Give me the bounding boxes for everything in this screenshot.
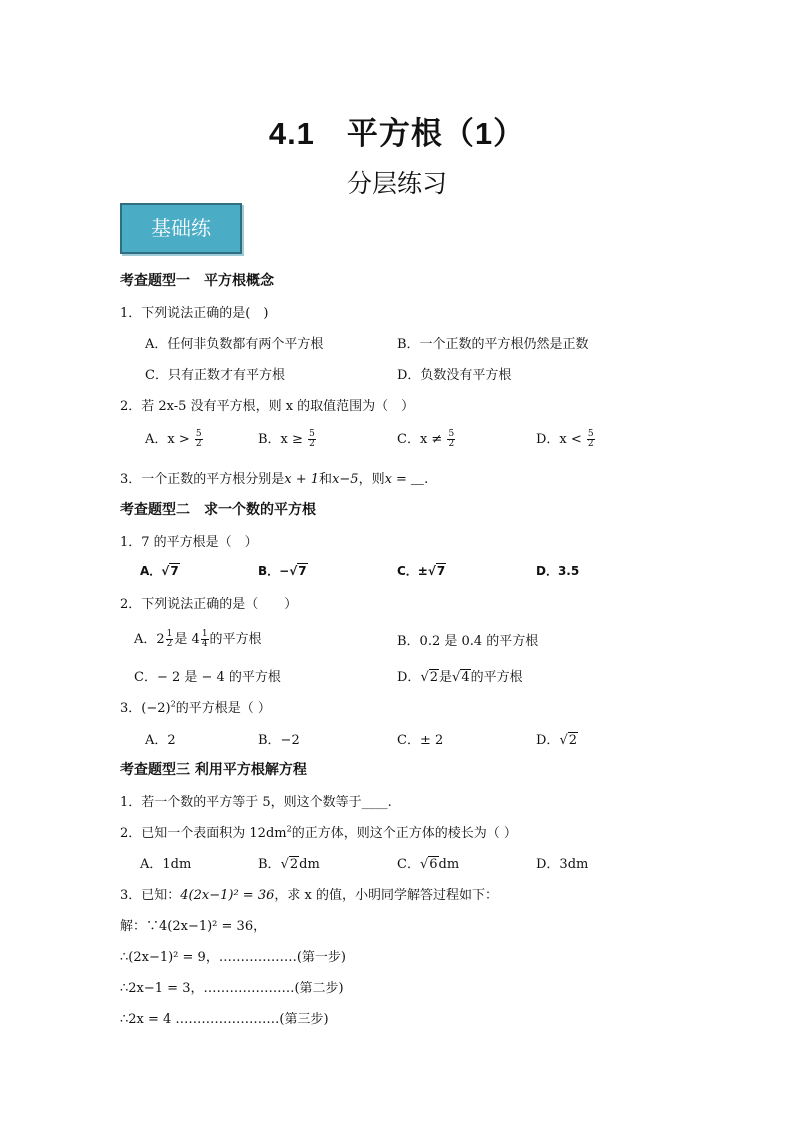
question-2-2-stem: 2．下列说法正确的是（ ） [120, 597, 298, 612]
question-1-1-option-d: D．负数没有平方根 [397, 368, 512, 383]
question-2-2-option-b: B．0.2 是 0.4 的平方根 [397, 634, 539, 649]
question-3-2-option-a: A．1dm [140, 857, 192, 872]
question-3-2-option-d: D．3dm [536, 857, 589, 872]
question-1-3: 3．一个正数的平方根分别是x + 1和x−5，则x = ＿. [120, 472, 429, 487]
question-2-3-option-d: D．√2 [536, 733, 578, 748]
question-1-2-stem: 2．若 2x-5 没有平方根，则 x 的取值范围为（ ） [120, 399, 415, 414]
question-2-3-option-b: B．−2 [258, 733, 300, 748]
question-2-2-option-a: A．2 $\frac{1}{2}$ 是 4 $\frac{1}{4}$ 的平方根 [134, 629, 262, 649]
question-2-1-option-d: D．3.5 [536, 564, 580, 578]
solution-step-3: ∴2x = 4 ……………………(第三步) [120, 1012, 329, 1027]
question-1-1-option-c: C．只有正数才有平方根 [145, 368, 285, 383]
question-3-2-option-b: B．√2dm [258, 857, 320, 872]
section-heading-3: 考查题型三 利用平方根解方程 [120, 762, 307, 778]
question-2-2-option-d: D．√2是√4的平方根 [397, 670, 523, 685]
page-title: 4.1 平方根（1） [268, 116, 526, 151]
section-heading-1: 考查题型一 平方根概念 [120, 273, 274, 289]
question-3-1: 1．若一个数的平方等于 5，则这个数等于____. [120, 795, 392, 810]
question-2-3-option-c: C．± 2 [397, 733, 444, 748]
question-1-1-option-a: A．任何非负数都有两个平方根 [145, 337, 324, 352]
question-1-1-option-b: B．一个正数的平方根仍然是正数 [397, 337, 589, 352]
question-1-2-option-b: B．x ≥ $\frac{5}{2}$ [258, 429, 315, 449]
question-3-2-option-c: C．√6dm [397, 857, 460, 872]
question-2-1-option-b: B．−√7 [258, 564, 307, 578]
question-2-1-option-a: A．√7 [140, 564, 179, 578]
question-3-2-stem: 2．已知一个表面积为 $12dm^2$的正方体，则这个正方体的棱长为（ ） [120, 824, 517, 841]
question-2-2-option-c: C．− 2 是 − 4 的平方根 [134, 670, 281, 685]
solution-step-2: ∴2x−1 = 3，…………………(第二步) [120, 981, 344, 996]
question-2-1-option-c: C．±√7 [397, 564, 446, 578]
question-1-2-option-a: A．x > $\frac{5}{2}$ [145, 429, 202, 449]
page-subtitle: 分层练习 [346, 169, 447, 198]
question-1-2-option-c: C．x ≠ $\frac{5}{2}$ [397, 429, 455, 449]
question-2-3-stem: 3．$(-2)^2$的平方根是（ ） [120, 699, 271, 716]
question-2-3-option-a: A．2 [145, 733, 176, 748]
solution-step-1: ∴(2x−1)² = 9，………………(第一步) [120, 950, 346, 965]
question-1-1-stem: 1．下列说法正确的是( ) [120, 306, 269, 321]
section-heading-2: 考查题型二 求一个数的平方根 [120, 502, 316, 518]
solution-line-1: 解：∵4(2x−1)² = 36， [120, 919, 267, 934]
level-badge: 基础练 [120, 203, 242, 254]
question-3-3-stem: 3．已知：4(2x−1)² = 36，求 x 的值，小明同学解答过程如下： [120, 888, 498, 903]
question-2-1-stem: 1．7 的平方根是（ ） [120, 535, 258, 550]
question-1-2-option-d: D．x < $\frac{5}{2}$ [536, 429, 594, 449]
